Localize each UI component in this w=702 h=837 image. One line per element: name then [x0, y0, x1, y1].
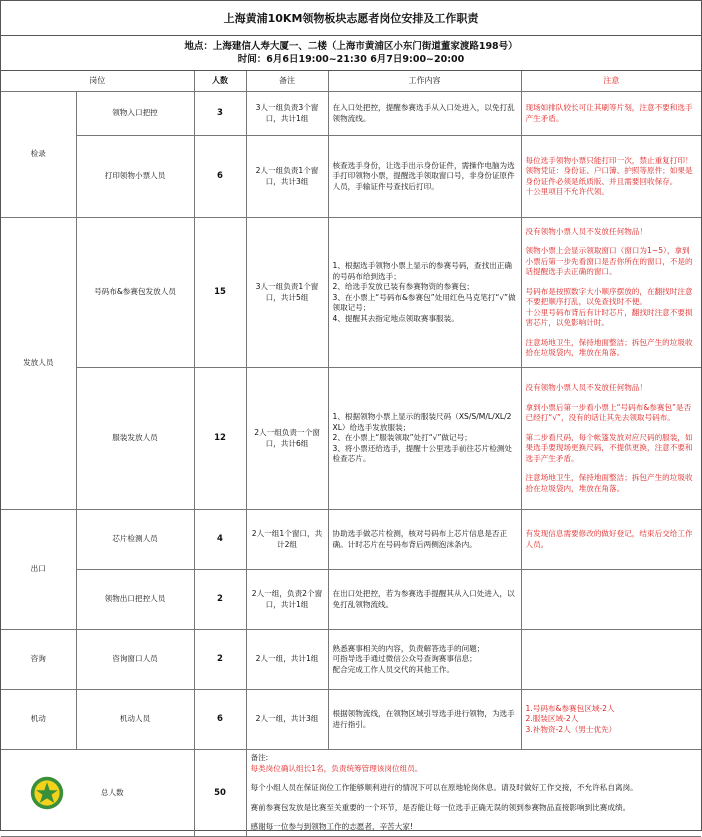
table-row	[1, 510, 701, 570]
location-time: 时间：6月6日19:00~21:30 6月7日9:00~20:00	[237, 54, 465, 65]
post-content	[328, 630, 521, 690]
header-count: 人数	[194, 71, 246, 92]
table-row	[1, 570, 701, 630]
remarks-line: 每个小组人员在保证岗位工作能够顺利进行的情况下可以在原地轮岗休息。请及时做好工作交接，不允许私自离岗。	[250, 783, 638, 793]
post-name: 机动人员	[76, 690, 194, 750]
post-note	[521, 368, 701, 510]
location-place: 地点：上海建信人寿大厦一、二楼（上海市黄浦区小东门街道董家渡路198号）	[184, 41, 518, 52]
table-row	[1, 630, 701, 690]
note-line: 3.补物资-2人（男士优先）	[525, 724, 617, 734]
note-line: 每位选手领物小票只能打印一次，禁止重复打印！	[525, 155, 693, 165]
post-count: 4	[194, 510, 246, 570]
content-line: 核查选手身份，让选手出示身份证件，需操作电脑为选手打印领物小票，提醒选手领取窗口号，非身份证原件人员，手输证件号查找后打印。	[332, 160, 515, 191]
post-note	[521, 136, 701, 218]
post-content	[328, 218, 521, 368]
note-line: 有发现信息需要修改的做好登记，结束后交给工作人员。	[525, 529, 693, 549]
document-title: 上海黄浦10KM领物板块志愿者岗位安排及工作职责	[1, 1, 701, 36]
remarks-line: 赛前参赛包发放是比赛至关重要的一个环节，是否能让每一位选手正确无误的领到参赛物品直接影响到比赛成绩。	[250, 802, 631, 812]
content-line: 可指导选手通过微信公众号查询赛事信息；	[332, 654, 477, 664]
note-line: 注意场地卫生，保持地面整洁；拆包产生的垃圾收拾在垃圾袋内，堆放在角落。	[525, 337, 693, 357]
group-exit: 出口	[1, 510, 76, 630]
group-distribute: 发放人员	[1, 218, 76, 510]
content-line: 3、将小票还给选手，提醒十公里选手前往芯片检测处检查芯片。	[332, 443, 512, 464]
post-remark: 2人一组，负责2个窗口，共计1组	[246, 570, 328, 630]
note-line: 十公里项目不允许代领。	[525, 187, 610, 196]
location-block	[1, 36, 701, 71]
group-checkin: 检录	[1, 92, 76, 218]
total-remarks	[246, 750, 701, 837]
post-note	[521, 690, 701, 750]
post-note	[521, 510, 701, 570]
post-note	[521, 218, 701, 368]
content-line: 在入口处把控，提醒参赛选手从入口处进入，以免打乱领物流线。	[332, 103, 515, 123]
post-content	[328, 136, 521, 218]
post-count: 6	[194, 690, 246, 750]
content-line: 熟悉赛事相关的内容，负责解答选手的问题；	[332, 643, 485, 653]
note-line: 2.服装区域-2人	[525, 714, 579, 724]
content-line: 3、在小票上“号码布&参赛包”处用红色马克笔打“√”做领取记号；	[332, 292, 516, 312]
post-count: 12	[194, 368, 246, 510]
post-remark: 2人一组负责一个窗口，共计6组	[246, 368, 328, 510]
post-name: 号码布&参赛包发放人员	[76, 218, 194, 368]
total-count: 50	[194, 750, 246, 837]
content-line: 根据领物流线，在领物区域引导选手进行领物，为选手进行指引。	[332, 709, 515, 729]
content-line: 配合完成工作人员交代的其他工作。	[332, 664, 454, 674]
post-name: 领物入口把控	[76, 92, 194, 136]
post-content	[328, 368, 521, 510]
volunteer-badge-icon	[29, 775, 65, 811]
post-remark: 2人一组，共计3组	[246, 690, 328, 750]
post-content	[328, 92, 521, 136]
content-line: 1、根据选手领物小票上显示的参赛号码，查找出正确的号码布给到选手；	[332, 261, 512, 281]
total-label: 总人数	[100, 787, 124, 797]
post-remark: 2人一组，共计1组	[246, 630, 328, 690]
header-content: 工作内容	[328, 71, 521, 92]
table-row	[1, 136, 701, 218]
content-line: 2、给选手发放已装有参赛物资的参赛包；	[332, 282, 475, 291]
note-line: 拿到小票后第一步看小票上“号码布&参赛包”是否已经打“√”，没有的话让其先去领取号码布。	[525, 402, 692, 422]
post-count: 2	[194, 630, 246, 690]
remarks-line: 感谢每一位参与到领物工作的志愿者，辛苦大家!	[250, 822, 414, 832]
total-row	[1, 750, 701, 837]
note-line: 1.号码布&参赛包区域-2人	[525, 703, 615, 713]
post-remark: 3人一组负责1个窗口，共计5组	[246, 218, 328, 368]
header-note: 注意	[521, 71, 701, 92]
post-count: 3	[194, 92, 246, 136]
post-content	[328, 690, 521, 750]
note-line: 没有领物小票人员不发放任何物品！	[525, 383, 647, 392]
post-note	[521, 92, 701, 136]
post-remark: 2人一组1个窗口，共计2组	[246, 510, 328, 570]
header-post: 岗位	[1, 71, 194, 92]
post-content	[328, 570, 521, 630]
post-content	[328, 510, 521, 570]
post-note	[521, 570, 701, 630]
group-consult: 咨询	[1, 630, 76, 690]
post-note	[521, 630, 701, 690]
table-row	[1, 690, 701, 750]
note-line: 注意场地卫生，保持地面整洁；拆包产生的垃圾收拾在垃圾袋内，堆放在角落。	[525, 473, 693, 493]
remarks-red-line: 每类岗位确认组长1名，负责统筹管理该岗位组员。	[250, 763, 423, 773]
duty-table	[1, 71, 701, 837]
note-line: 领物凭证：身份证、户口簿、护照等原件；如果是身份证件必须是纸质版、并且需要回收保存。	[525, 166, 693, 186]
table-row	[1, 92, 701, 136]
total-label-cell	[1, 750, 194, 837]
note-line: 十公里号码布背后有计时芯片，翻找时注意不要损害芯片，以免影响计时。	[525, 307, 693, 327]
note-line: 没有领物小票人员不发放任何物品！	[525, 226, 647, 236]
note-line: 领物小票上会显示领取窗口（窗口为1~5），拿到小票后第一步先看窗口是否你所在的窗口，不是的话提醒选手去正确的窗口。	[525, 246, 693, 276]
note-line: 第二步看尺码，每个帐篷发放对应尺码的服装，如果选手要现场更换尺码，不提供更换，注意不要和选手产生矛盾。	[525, 432, 693, 463]
remarks-title: 备注:	[250, 753, 269, 763]
table-row	[1, 218, 701, 368]
content-line: 在出口处把控，若为参赛选手提醒其从入口处进入，以免打乱领物流线。	[332, 589, 515, 609]
post-name: 芯片检测人员	[76, 510, 194, 570]
content-line: 2、在小票上“服装领取”处打“√”做记号；	[332, 433, 472, 443]
post-name: 咨询窗口人员	[76, 630, 194, 690]
post-count: 2	[194, 570, 246, 630]
content-line: 4、提醒其去指定地点领取赛事服装。	[332, 313, 459, 323]
post-name: 领物出口把控人员	[76, 570, 194, 630]
content-line: 协助选手做芯片检测，核对号码布上芯片信息是否正确。计时芯片在号码布背后两侧泡沫条内。	[332, 529, 508, 549]
post-count: 6	[194, 136, 246, 218]
note-line: 现场如排队较长可让其刷等片刻，注意不要和选手产生矛盾。	[525, 103, 693, 123]
header-row	[1, 71, 701, 92]
group-mobile: 机动	[1, 690, 76, 750]
post-name: 服装发放人员	[76, 368, 194, 510]
note-line: 号码布是按照数字大小顺序摆放的，在翻找时注意不要把顺序打乱，以免查找时不便。	[525, 286, 693, 306]
header-remark: 备注	[246, 71, 328, 92]
table-row	[1, 368, 701, 510]
post-name: 打印领物小票人员	[76, 136, 194, 218]
post-remark: 2人一组负责1个窗口，共计3组	[246, 136, 328, 218]
post-remark: 3人一组负责3个窗口，共计1组	[246, 92, 328, 136]
content-line: 1、根据领物小票上显示的服装尺码（XS/S/M/L/XL/2XL）给选手发放服装；	[332, 412, 512, 432]
post-count: 15	[194, 218, 246, 368]
